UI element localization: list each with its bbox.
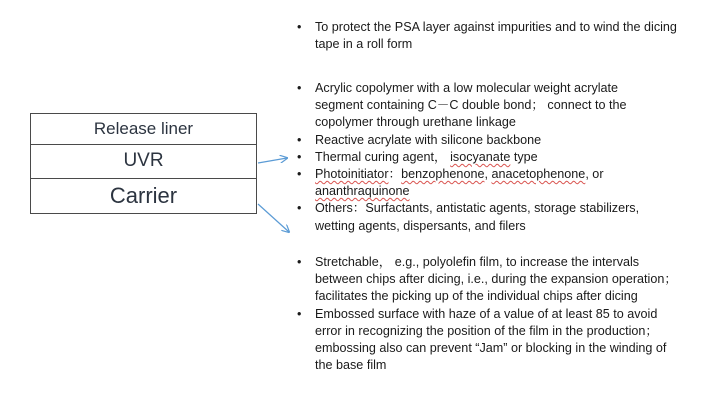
carrier-notes: [296, 254, 678, 374]
uvr-note-item: • Reactive acrylate with silicone backbone: [296, 132, 666, 149]
uvr-note-item: • Acrylic copolymer with a low molecular weight acrylate segment containing C－C double bond； connect to the copolymer through urethane linkage: [296, 80, 666, 132]
uvr-note-item: • Thermal curing agent， isocyanate type: [296, 149, 666, 166]
liner-note-item: • To protect the PSA layer against impurities and to wind the dicing tape in a roll form: [296, 19, 678, 53]
uvr-layer: UVR: [30, 145, 257, 179]
carrier-note-item: • Stretchable， e.g., polyolefin film, to increase the intervals between chips after dicing, i.e., during the expansion operation；facilitates the picking up of the individual chips after dicing: [296, 254, 678, 306]
release-liner-notes: [296, 19, 678, 53]
carrier-layer: Carrier: [30, 179, 257, 214]
carrier-arrow: [258, 204, 289, 232]
uvr-notes: [296, 80, 666, 235]
uvr-note-item: • Photoinitiator：benzophenone, anacetophenone, or ananthraquinone: [296, 166, 666, 200]
release-liner-layer: Release liner: [30, 113, 257, 145]
carrier-note-item: • Embossed surface with haze of a value of at least 85 to avoid error in recognizing the position of the film in the production；embossing also can prevent “Jam” or blocking in the winding of the base film: [296, 306, 678, 375]
uvr-arrow: [258, 158, 287, 163]
uvr-note-item: • Others：Surfactants, antistatic agents, storage stabilizers, wetting agents, dispersants, and filers: [296, 200, 666, 234]
